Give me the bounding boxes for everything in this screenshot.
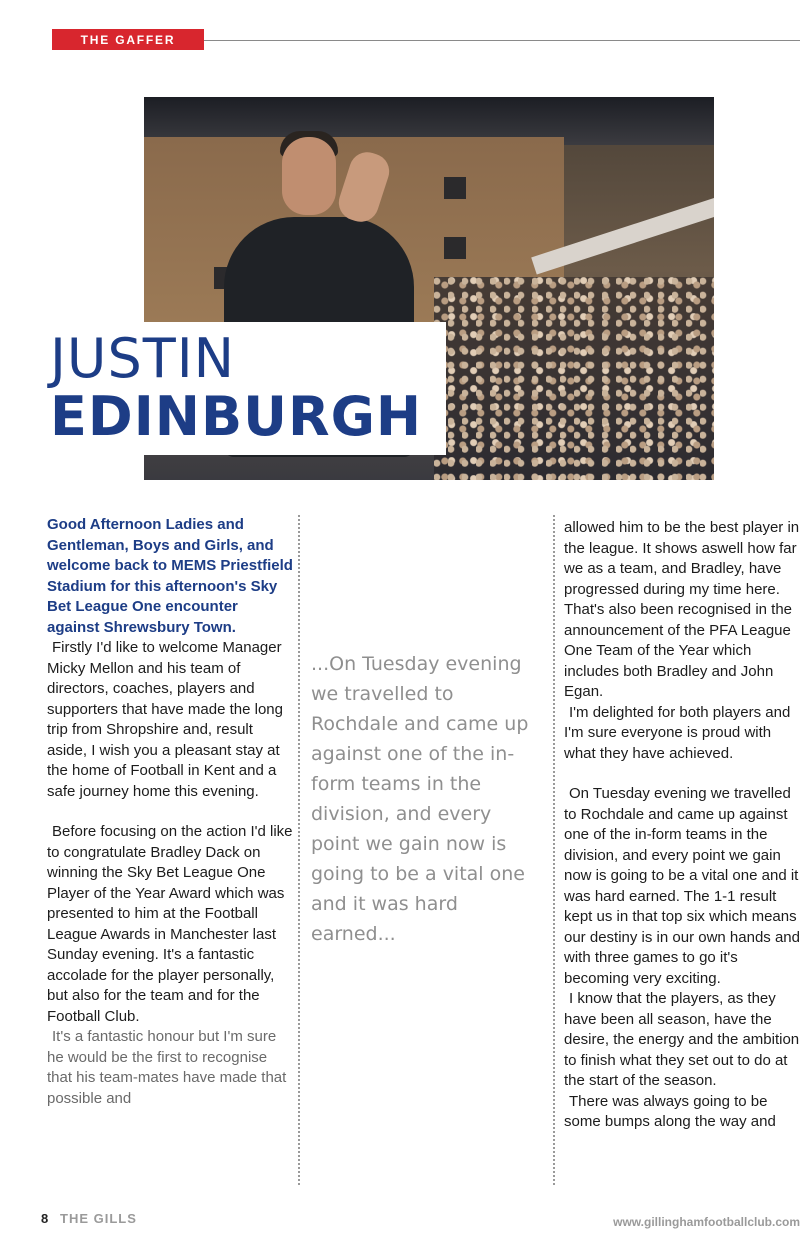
column-divider: [298, 515, 300, 1185]
intro-paragraph: Good Afternoon Ladies and Gentleman, Boys and Girls, and welcome back to MEMS Priestfield Stadium for this afternoon's Sky Bet League One encounter against Shrewsbury Town.: [47, 516, 293, 636]
paragraph: There was always going to be some bumps along the way and: [564, 1092, 776, 1130]
paragraph: Firstly I'd like to welcome Manager Micky Mellon and his team of directors, coaches, players and supporters that have made the long trip from Shropshire and, result aside, I wish you a pleasant stay at the home of Football in Kent and a safe journey home this evening.: [47, 639, 283, 800]
page-number: 8: [41, 1211, 49, 1226]
article-column-3: [564, 518, 800, 1133]
paragraph: On Tuesday evening we travelled to Rochdale and came up against one of the in-form teams in the division, and every point we gain now is going to be a vital one and it was hard earned. The 1-1 result kept us in that top six which means our destiny is in our own hands and with three games to go it's becoming very exciting.: [564, 785, 800, 987]
header-rule: [204, 40, 800, 41]
stadium-window: [444, 177, 466, 199]
footer-url: www.gillinghamfootballclub.com: [613, 1215, 800, 1229]
footer-brand: THE GILLS: [60, 1211, 137, 1226]
paragraph: I know that the players, as they have been all season, have the desire, the energy and the ambition to finish what they set out to do at the start of the season.: [564, 990, 800, 1089]
crowd: [434, 277, 714, 480]
pull-quote: ...On Tuesday evening we travelled to Rochdale and came up against one of the in-form teams in the division, and every point we gain now is going to be a vital one and it was hard earned...: [311, 653, 529, 945]
paragraph: allowed him to be the best player in the league. It shows aswell how far we as a team, and Bradley, have progressed during my time here. That's also been recognised in the announcement of the PFA League One Team of the Year which includes both Bradley and John Egan.: [564, 519, 800, 700]
title-box: [44, 322, 446, 455]
stadium-window: [444, 237, 466, 259]
title-last-name: EDINBURGH: [50, 385, 423, 448]
paragraph: It's a fantastic honour but I'm sure he would be the first to recognise that his team-mates have made that possible and: [47, 1028, 287, 1107]
paragraph: I'm delighted for both players and I'm sure everyone is proud with what they have achieved.: [564, 703, 791, 762]
paragraph-gap: [47, 802, 293, 822]
paragraph: Before focusing on the action I'd like to congratulate Bradley Dack on winning the Sky Bet League One Player of the Year Award which was presented to him at the Football League Awards in Manchester last Sunday evening. It's a fantastic accolade for the player personally, but also for the team and for the Football Club.: [47, 823, 293, 1025]
section-tag: THE GAFFER: [52, 29, 204, 50]
paragraph-gap: [564, 764, 800, 784]
article-column-1: [47, 515, 293, 1109]
manager-head: [282, 137, 336, 215]
title-first-name: JUSTIN: [50, 327, 236, 390]
column-divider: [553, 515, 555, 1185]
